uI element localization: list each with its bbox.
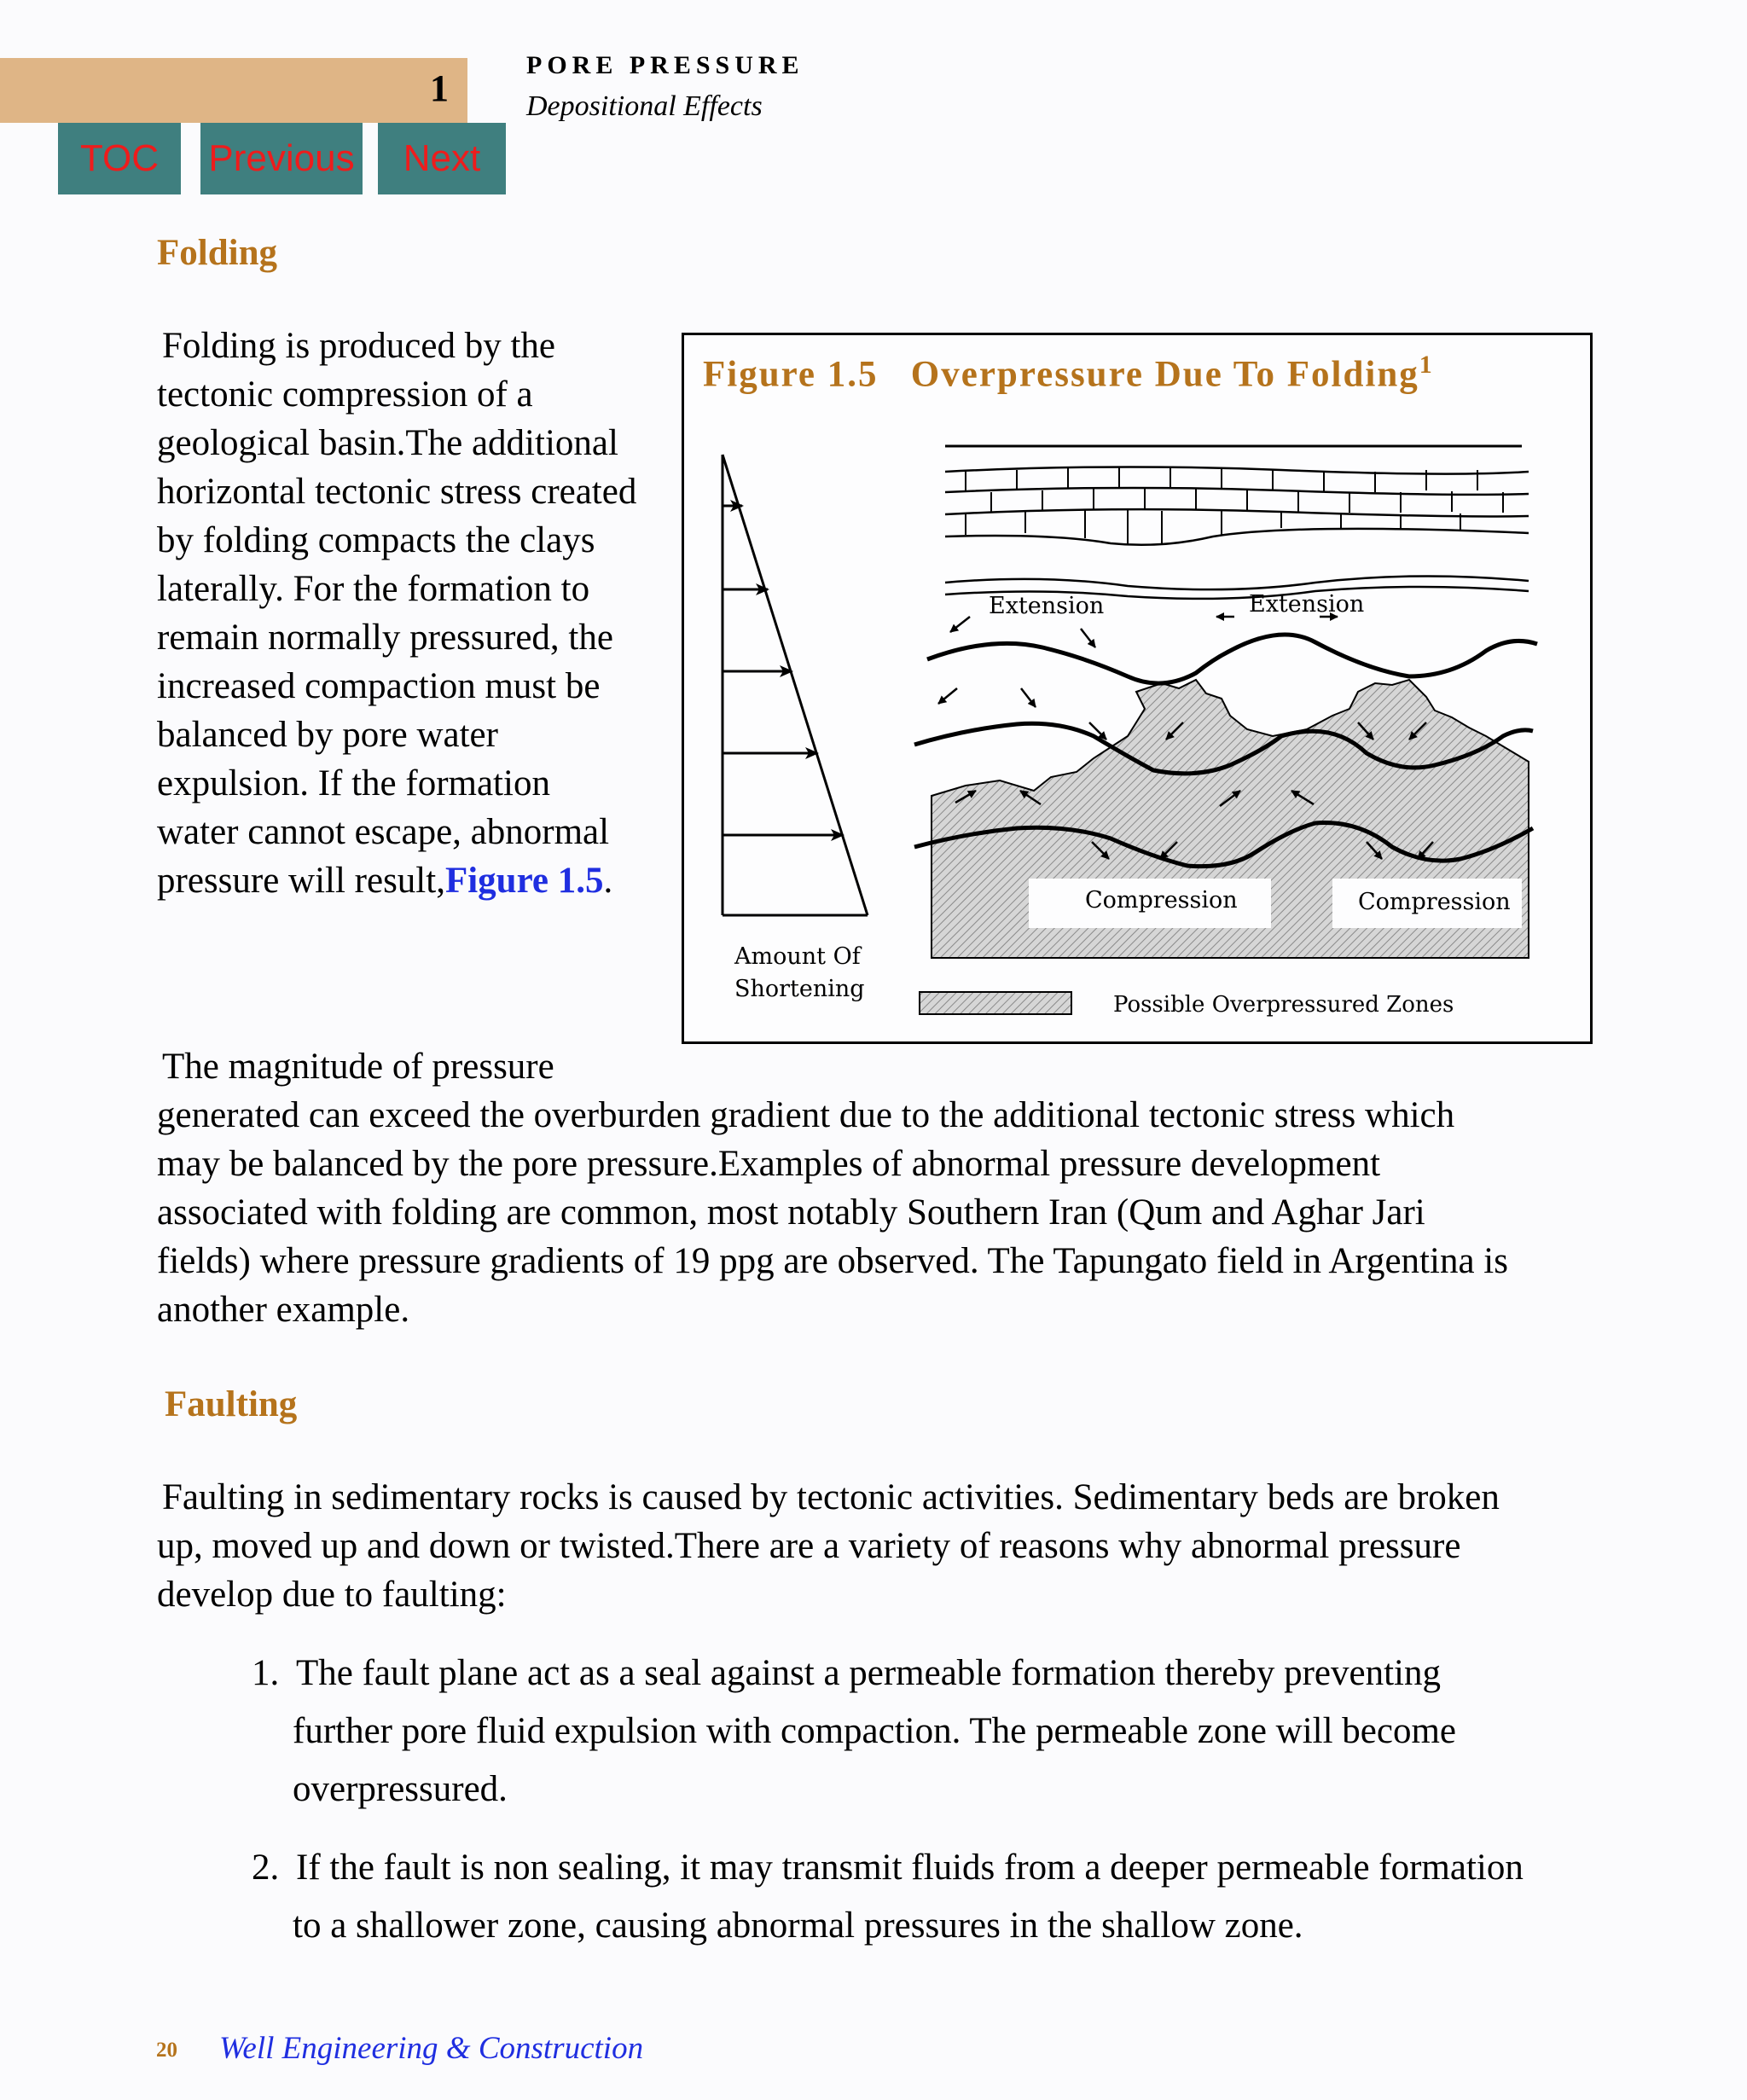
list-text: The fault plane act as a seal against a permeable formation thereby preventing — [296, 1653, 1441, 1693]
page-number: 20 — [156, 2039, 177, 2062]
compression-label: Compression — [1358, 889, 1511, 915]
folding-line — [157, 856, 669, 905]
list-item — [252, 1645, 1599, 1819]
folding-diagram — [684, 335, 1590, 1041]
folding-line: Folding is produced by the — [162, 326, 556, 366]
faulting-heading: Faulting — [165, 1384, 298, 1424]
list-number: 2. — [252, 1848, 280, 1888]
magnitude-line: fields) where pressure gradients of 19 ppg are observed. The Tapungato field in Argentina is — [157, 1241, 1508, 1281]
section-subtitle: Depositional Effects — [526, 90, 763, 122]
previous-button[interactable]: Previous — [200, 123, 363, 194]
shortening-triangle — [723, 455, 868, 915]
book-title: Well Engineering & Construction — [219, 2031, 644, 2066]
legend-label: Possible Overpressured Zones — [1113, 992, 1454, 1018]
list-number: 1. — [252, 1653, 280, 1693]
extension-label: Extension — [989, 593, 1105, 619]
folding-paragraph — [157, 322, 669, 905]
figure-footnote: 1 — [1419, 351, 1434, 379]
folding-line: water cannot escape, abnormal — [157, 812, 610, 852]
folding-line: balanced by pore water — [157, 715, 498, 755]
chapter-band — [0, 58, 467, 123]
period: . — [603, 861, 613, 901]
shortening-arrows — [723, 506, 843, 835]
magnitude-line: may be balanced by the pore pressure.Examples of abnormal pressure development — [157, 1144, 1381, 1184]
folding-line: horizontal tectonic stress created — [157, 472, 637, 512]
magnitude-line: The magnitude of pressure — [162, 1047, 554, 1087]
folding-line: geological basin.The additional — [157, 423, 618, 463]
extension-label: Extension — [1249, 591, 1365, 618]
shortening-label-line: Shortening — [734, 976, 865, 1002]
list-item — [252, 1839, 1599, 1955]
chapter-number: 1 — [430, 67, 449, 109]
figure-link[interactable]: Figure 1.5 — [444, 861, 604, 901]
shortening-label — [734, 941, 865, 1006]
list-text: to a shallower zone, causing abnormal pressures in the shallow zone. — [293, 1906, 1303, 1946]
chapter-title: PORE PRESSURE — [526, 51, 804, 79]
folding-line: expulsion. If the formation — [157, 763, 550, 803]
faulting-reasons-list — [252, 1645, 1599, 1975]
folding-text: pressure will result, — [157, 861, 445, 901]
folding-line: laterally. For the formation to — [157, 569, 590, 609]
figure-label: Figure 1.5 — [703, 354, 879, 395]
toc-button[interactable]: TOC — [58, 123, 181, 194]
figure-caption: Overpressure Due To Folding — [910, 354, 1419, 395]
shortening-label-line: Amount Of — [734, 943, 861, 970]
next-button[interactable]: Next — [378, 123, 506, 194]
folding-line: by folding compacts the clays — [157, 520, 595, 560]
list-text: overpressured. — [293, 1769, 508, 1809]
magnitude-line: associated with folding are common, most notably Southern Iran (Qum and Aghar Jari — [157, 1192, 1425, 1233]
limestone-layer — [945, 467, 1529, 545]
list-text: further pore fluid expulsion with compaction. The permeable zone will become — [293, 1711, 1457, 1751]
compression-label: Compression — [1085, 887, 1238, 914]
folding-line: remain normally pressured, the — [157, 618, 613, 658]
figure-1-5 — [682, 333, 1593, 1044]
magnitude-paragraph — [157, 1042, 1624, 1334]
folding-heading: Folding — [157, 233, 277, 273]
faulting-line: Faulting in sedimentary rocks is caused by tectonic activities. Sedimentary beds are broken — [162, 1477, 1500, 1517]
magnitude-line: generated can exceed the overburden gradient due to the additional tectonic stress which — [157, 1095, 1455, 1135]
magnitude-line: another example. — [157, 1290, 410, 1330]
faulting-line: up, moved up and down or twisted.There are a variety of reasons why abnormal pressure — [157, 1526, 1461, 1566]
list-text: If the fault is non sealing, it may transmit fluids from a deeper permeable formation — [296, 1848, 1524, 1888]
faulting-line: develop due to faulting: — [157, 1575, 507, 1615]
faulting-paragraph — [157, 1473, 1624, 1619]
folding-line: increased compaction must be — [157, 666, 601, 706]
legend-swatch — [920, 992, 1071, 1014]
folding-line: tectonic compression of a — [157, 374, 533, 415]
